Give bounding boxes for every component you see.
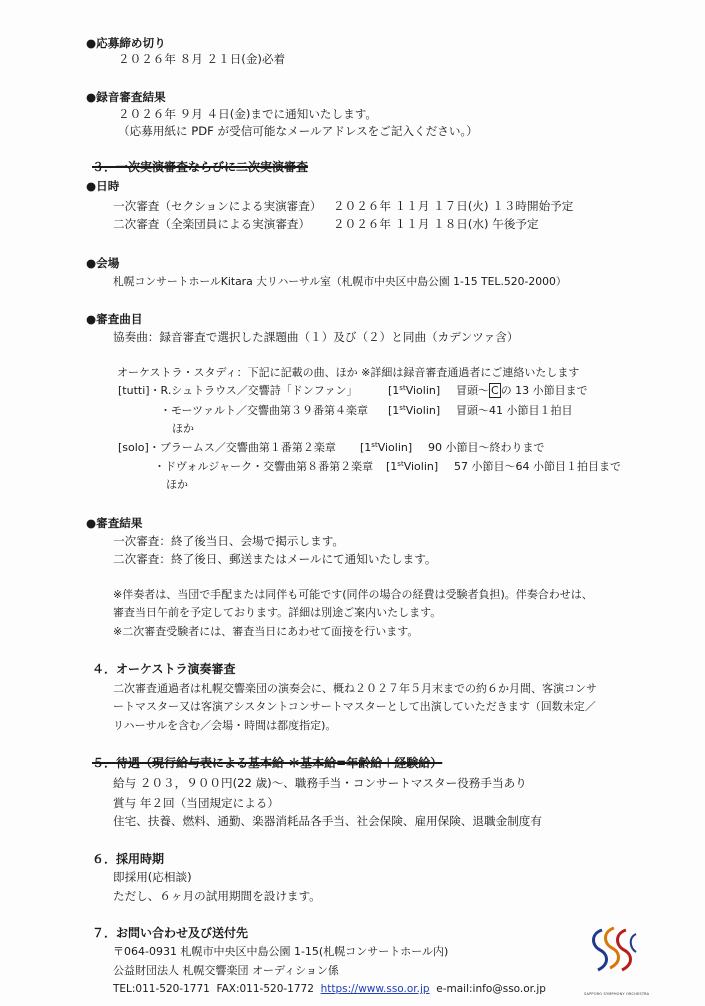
recording-result-heading: ●録音審査結果 <box>86 90 166 104</box>
tutti1-work: ・R.シュトラウス／交響詩「ドンファン」 <box>149 384 358 397</box>
salary-line: 給与 ２０３，９００円(22 歳)～、職務手当・コンサートマスター役務手当あり <box>113 776 527 790</box>
pieces-heading: ●審査曲目 <box>86 312 143 326</box>
schedule-first-value: ２０２６年 １１月 １７日(火) １３時開始予定 <box>333 199 574 213</box>
violin-prefix: [1 <box>388 384 400 397</box>
results-second: 二次審査：終了後日、郵送またはメールにて通知いたします。 <box>113 552 437 566</box>
violin-sup: st <box>397 460 404 468</box>
schedule-second-value: ２０２６年 １１月 １８日(水) 午後予定 <box>333 217 539 231</box>
note-accompanist-1: ※伴奏者は、当団で手配または同伴も可能です(同伴の場合の経費は受験者負担)。伴奏合わせは、 <box>113 588 593 601</box>
solo2-range: 57 小節目～64 小節目１拍目まで <box>454 460 621 473</box>
violin-prefix: [1 <box>386 460 398 473</box>
schedule-second-label: 二次審査（全楽団員による実演審査） <box>113 217 311 231</box>
tutti1-range-end: の 13 小節目まで <box>500 384 588 397</box>
solo1-range: 90 小節目～終わりまで <box>428 441 545 454</box>
violin-suffix: Violin] <box>377 441 413 454</box>
note-interview: ※二次審査受験者には、審査当日にあわせて面接を行います。 <box>113 625 419 638</box>
violin-prefix: [1 <box>360 441 372 454</box>
tutti2-range: 冒頭～41 小節目１拍目 <box>456 404 573 417</box>
violin-suffix: Violin] <box>403 460 439 473</box>
tutti2-work: ・モーツァルト／交響曲第３９番第４楽章 <box>160 404 369 417</box>
section7-title: ７．お問い合わせ及び送付先 <box>92 926 249 940</box>
website-link[interactable]: https://www.sso.or.jp <box>320 983 430 995</box>
contact-row <box>113 981 546 997</box>
section4-line3: リハーサルを含む／会場・時間は都度指定)。 <box>113 719 337 732</box>
allowances-line: 住宅、扶養、燃料、通勤、楽器消耗品各手当、社会保険、雇用保険、退職金制度有 <box>113 814 542 828</box>
section4-line1: 二次審査通過者は札幌交響楽団の演奏会に、概ね２０２７年５月末までの約６か月間、客演コンサ <box>113 682 597 695</box>
studies-intro: オーケストラ・スタディ：下記に記載の曲、ほか ※詳細は録音審査通過者にご連絡いたします <box>117 366 580 379</box>
violin-prefix: [1 <box>388 404 400 417</box>
solo2-more: ほか <box>166 478 188 491</box>
contact-fax: FAX:011-520-1772 <box>216 983 314 995</box>
tutti2-more: ほか <box>172 422 194 435</box>
section4-title: ４．オーケストラ演奏審査 <box>92 662 236 676</box>
solo-row-1 <box>118 440 336 456</box>
tutti1-range <box>456 383 588 399</box>
logo-text: SAPPORO SYMPHONY ORCHESTRA <box>584 992 650 996</box>
orchestra-logo <box>584 922 650 1002</box>
solo1-part <box>360 440 412 456</box>
contact-email: e-mail:info@sso.or.jp <box>436 983 546 995</box>
schedule-first-label: 一次審査（セクションによる実演審査） <box>113 199 322 213</box>
solo2-part <box>386 459 438 475</box>
violin-sup: st <box>399 384 406 392</box>
rehearsal-letter: C <box>491 384 499 397</box>
solo2-work: ・ドヴォルジャーク・交響曲第８番第２楽章 <box>154 460 374 473</box>
section5-title <box>92 755 442 771</box>
section6-title: ６．採用時期 <box>92 852 165 866</box>
section4-line2: ートマスター又は客演アシスタントコンサートマスターとして出演していただきます（回数未定／ <box>113 700 596 713</box>
recording-result-line1: ２０２６年 ９月 ４日(金)までに通知いたします。 <box>118 107 377 121</box>
deadline-heading: ●応募締め切り <box>86 36 166 50</box>
contact-tel: TEL:011-520-1771 <box>113 983 210 995</box>
violin-suffix: Violin] <box>405 384 441 397</box>
tutti2-part <box>388 403 440 419</box>
solo1-work: ・ブラームス／交響曲第１番第２楽章 <box>148 441 336 454</box>
section5-title-text: ５．待遇（現行給与表による基本給 ＊基本給=年齢給＋経験給） <box>92 756 443 770</box>
section3-title-text: ３．一次実演審査ならびに二次実演審査 <box>92 160 309 174</box>
concerto-line: 協奏曲：録音審査で選択した課題曲（１）及び（２）と同曲（カデンツァ含） <box>113 330 519 344</box>
note-accompanist-2: 審査当日午前を予定しております。詳細は別途ご案内いたします。 <box>113 606 442 619</box>
results-heading: ●審査結果 <box>86 516 143 530</box>
tutti1-part <box>388 383 440 399</box>
tutti1-range-start: 冒頭～ <box>456 384 489 397</box>
venue-text: 札幌コンサートホールKitara 大リハーサル室（札幌市中央区中島公園 1-15 TEL.520-2000） <box>113 275 567 288</box>
schedule-heading: ●日時 <box>86 179 120 193</box>
tutti-row-1 <box>118 383 358 399</box>
violin-sup: st <box>399 404 406 412</box>
section6-line1: 即採用(応相談) <box>113 870 192 884</box>
venue-heading: ●会場 <box>86 256 120 270</box>
recording-result-line2: （応募用紙に PDF が受信可能なメールアドレスをご記入ください。） <box>118 124 478 138</box>
contact-address: 〒064-0931 札幌市中央区中島公園 1-15(札幌コンサートホール内) <box>113 945 449 958</box>
bonus-line: 賞与 年２回（当団規定による） <box>113 796 279 810</box>
section3-title <box>92 159 308 175</box>
deadline-date: ２０２６年 ８月 ２１日(金)必着 <box>118 52 286 66</box>
tutti-label: [tutti] <box>118 384 150 397</box>
sso-logo-icon <box>588 922 640 1002</box>
section6-line2: ただし、６ヶ月の試用期間を設けます。 <box>113 889 321 903</box>
contact-org: 公益財団法人 札幌交響楽団 オーディション係 <box>113 964 339 977</box>
violin-sup: st <box>371 441 378 449</box>
violin-suffix: Violin] <box>405 404 441 417</box>
results-first: 一次審査：終了後当日、会場で掲示します。 <box>113 534 344 548</box>
solo-label: [solo] <box>118 441 149 454</box>
